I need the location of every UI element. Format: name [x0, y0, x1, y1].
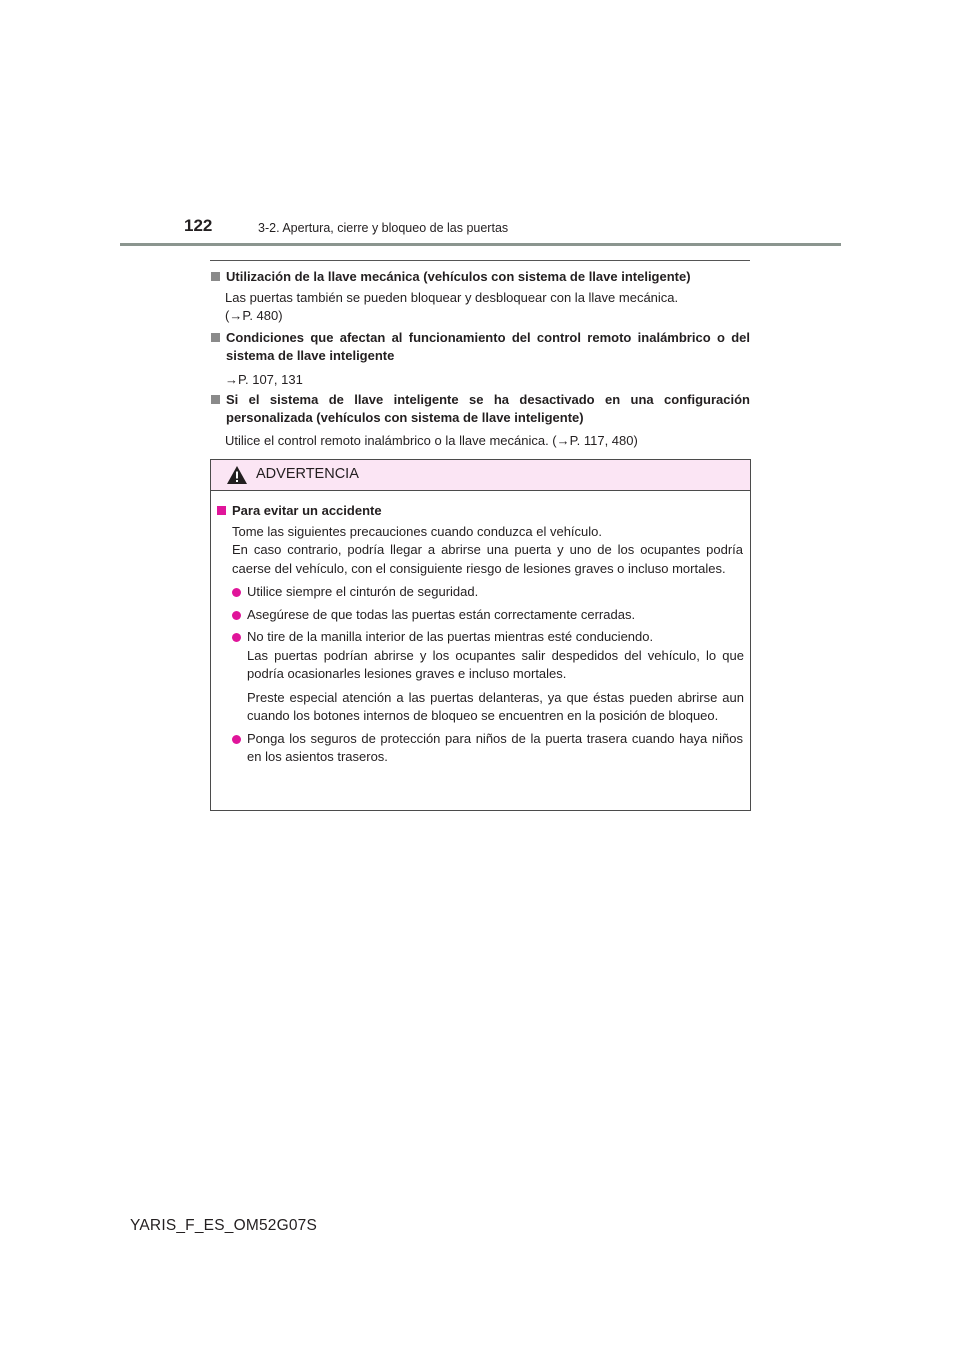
gray-square-bullet-icon [211, 333, 220, 342]
warning-intro [232, 523, 743, 579]
info-item-smart-key-deactivated [210, 391, 750, 450]
item-heading: Si el sistema de llave inteligente se ha desactivado en una configuración [226, 392, 750, 407]
page-reference: (→P. 480) [225, 308, 283, 323]
warning-box [210, 459, 751, 811]
warning-triangle-icon [226, 465, 248, 485]
content-top-rule [210, 260, 750, 261]
warning-header [211, 460, 750, 491]
info-item-mechanical-key [210, 268, 750, 325]
item-body-text: Las puertas también se pueden bloquear y desbloquear con la llave mecánica. [225, 290, 679, 305]
pink-dot-bullet-icon [232, 633, 241, 642]
pink-square-bullet-icon [217, 506, 226, 515]
item-heading: Condiciones que afectan al funcionamiento del control remoto inalámbrico o del [226, 330, 750, 345]
section-title: 3-2. Apertura, cierre y bloqueo de las puertas [258, 221, 509, 235]
info-item-conditions [210, 329, 750, 389]
pink-dot-bullet-icon [232, 611, 241, 620]
item-heading-continued: sistema de llave inteligente [226, 348, 395, 363]
warning-bullet: No tire de la manilla interior de las puertas mientras esté conduciendo. [217, 628, 743, 647]
pink-dot-bullet-icon [232, 735, 241, 744]
document-code: YARIS_F_ES_OM52G07S [130, 1217, 318, 1234]
warning-bullet: Ponga los seguros de protección para niños de la puerta trasera cuando haya niños en los asientos traseros. [217, 730, 743, 767]
warning-title: ADVERTENCIA [256, 466, 359, 482]
pink-dot-bullet-icon [232, 588, 241, 597]
item-body [225, 289, 750, 325]
warning-bullet-continuation: Las puertas podrían abrirse y los ocupantes salir despedidos del vehículo, lo que podría ocasionarles lesiones graves e incluso mortales. [247, 647, 744, 681]
item-body-text: Utilice el control remoto inalámbrico o la llave mecánica. (→P. 117, 480) [225, 433, 638, 448]
item-heading: Utilización de la llave mecánica (vehículos con sistema de llave inteligente) [226, 269, 691, 284]
header-rule [120, 243, 841, 246]
page-reference: →P. 107, 131 [225, 372, 303, 387]
gray-square-bullet-icon [211, 395, 220, 404]
warning-intro-paragraph: En caso contrario, podría llegar a abrirse una puerta y uno de los ocupantes podría caerse del vehículo, con el consiguiente riesgo de lesiones graves o incluso mortales. [232, 542, 743, 576]
warning-note-paragraph: Preste especial atención a las puertas delanteras, ya que éstas pueden abrirse aun cuando los botones internos de bloqueo se encuentren en la posición de bloqueo. [247, 689, 744, 723]
warning-subheading: Para evitar un accidente [232, 503, 382, 518]
warning-bullet: Utilice siempre el cinturón de seguridad. [217, 583, 743, 602]
warning-intro-line: Tome las siguientes precauciones cuando conduzca el vehículo. [232, 523, 603, 539]
page-number: 122 [184, 216, 213, 235]
item-heading-continued: personalizada (vehículos con sistema de llave inteligente) [226, 410, 584, 425]
gray-square-bullet-icon [211, 272, 220, 281]
warning-content [217, 502, 743, 767]
warning-bullet: Asegúrese de que todas las puertas están correctamente cerradas. [217, 606, 743, 625]
